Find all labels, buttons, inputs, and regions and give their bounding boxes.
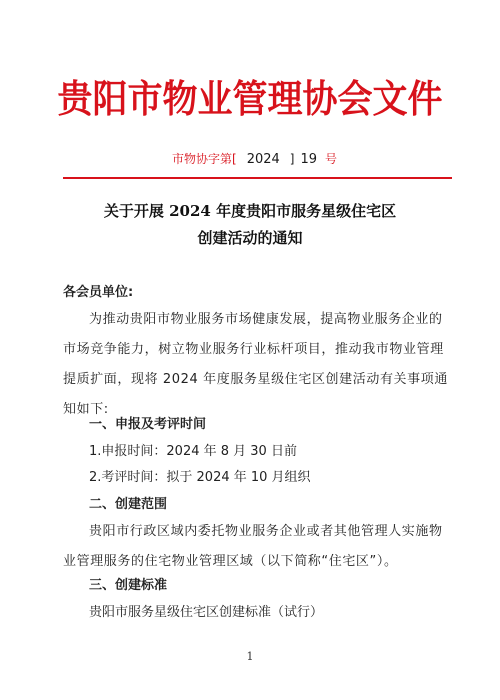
standard-paragraph: 贵阳市服务星级住宅区创建标准（试行） bbox=[89, 605, 324, 620]
subject-line-1: 关于开展 2024 年度贵阳市服务星级住宅区 bbox=[103, 202, 397, 220]
document-number bbox=[172, 150, 337, 167]
section-heading-2: 二、创建范围 bbox=[89, 497, 168, 512]
list-item-apply-time: 1.申报时间：2024 年 8 月 30 日前 bbox=[89, 444, 297, 459]
doc-number-prefix: 市物协字第[ bbox=[172, 152, 237, 166]
page-number: 1 bbox=[246, 650, 254, 663]
header-divider bbox=[63, 177, 452, 179]
doc-number-value: 19 bbox=[300, 152, 318, 167]
subject-line-2: 创建活动的通知 bbox=[197, 229, 303, 247]
doc-number-year: 2024 bbox=[246, 152, 280, 167]
salutation: 各会员单位: bbox=[63, 285, 134, 300]
doc-number-bracket: ] bbox=[289, 152, 295, 166]
intro-paragraph: 为推动贵阳市物业服务市场健康发展，提高物业服务企业的市场竞争能力，树立物业服务行业标杆项目，推动我市物业管理提质扩面，现将 2024 年度服务星级住宅区创建活动有关事项通知如下: bbox=[63, 312, 448, 417]
scope-paragraph: 贵阳市行政区域内委托物业服务企业或者其他管理人实施物业管理服务的住宅物业管理区域（以下简称“住宅区”）。 bbox=[63, 524, 443, 569]
list-item-evaluation-time: 2.考评时间：拟于 2024 年 10 月组织 bbox=[89, 470, 311, 485]
section-heading-3: 三、创建标准 bbox=[89, 578, 168, 593]
section-heading-1: 一、申报及考评时间 bbox=[89, 417, 207, 432]
document-header-title: 贵阳市物业管理协会文件 bbox=[57, 78, 443, 122]
doc-number-suffix: 号 bbox=[325, 152, 338, 166]
